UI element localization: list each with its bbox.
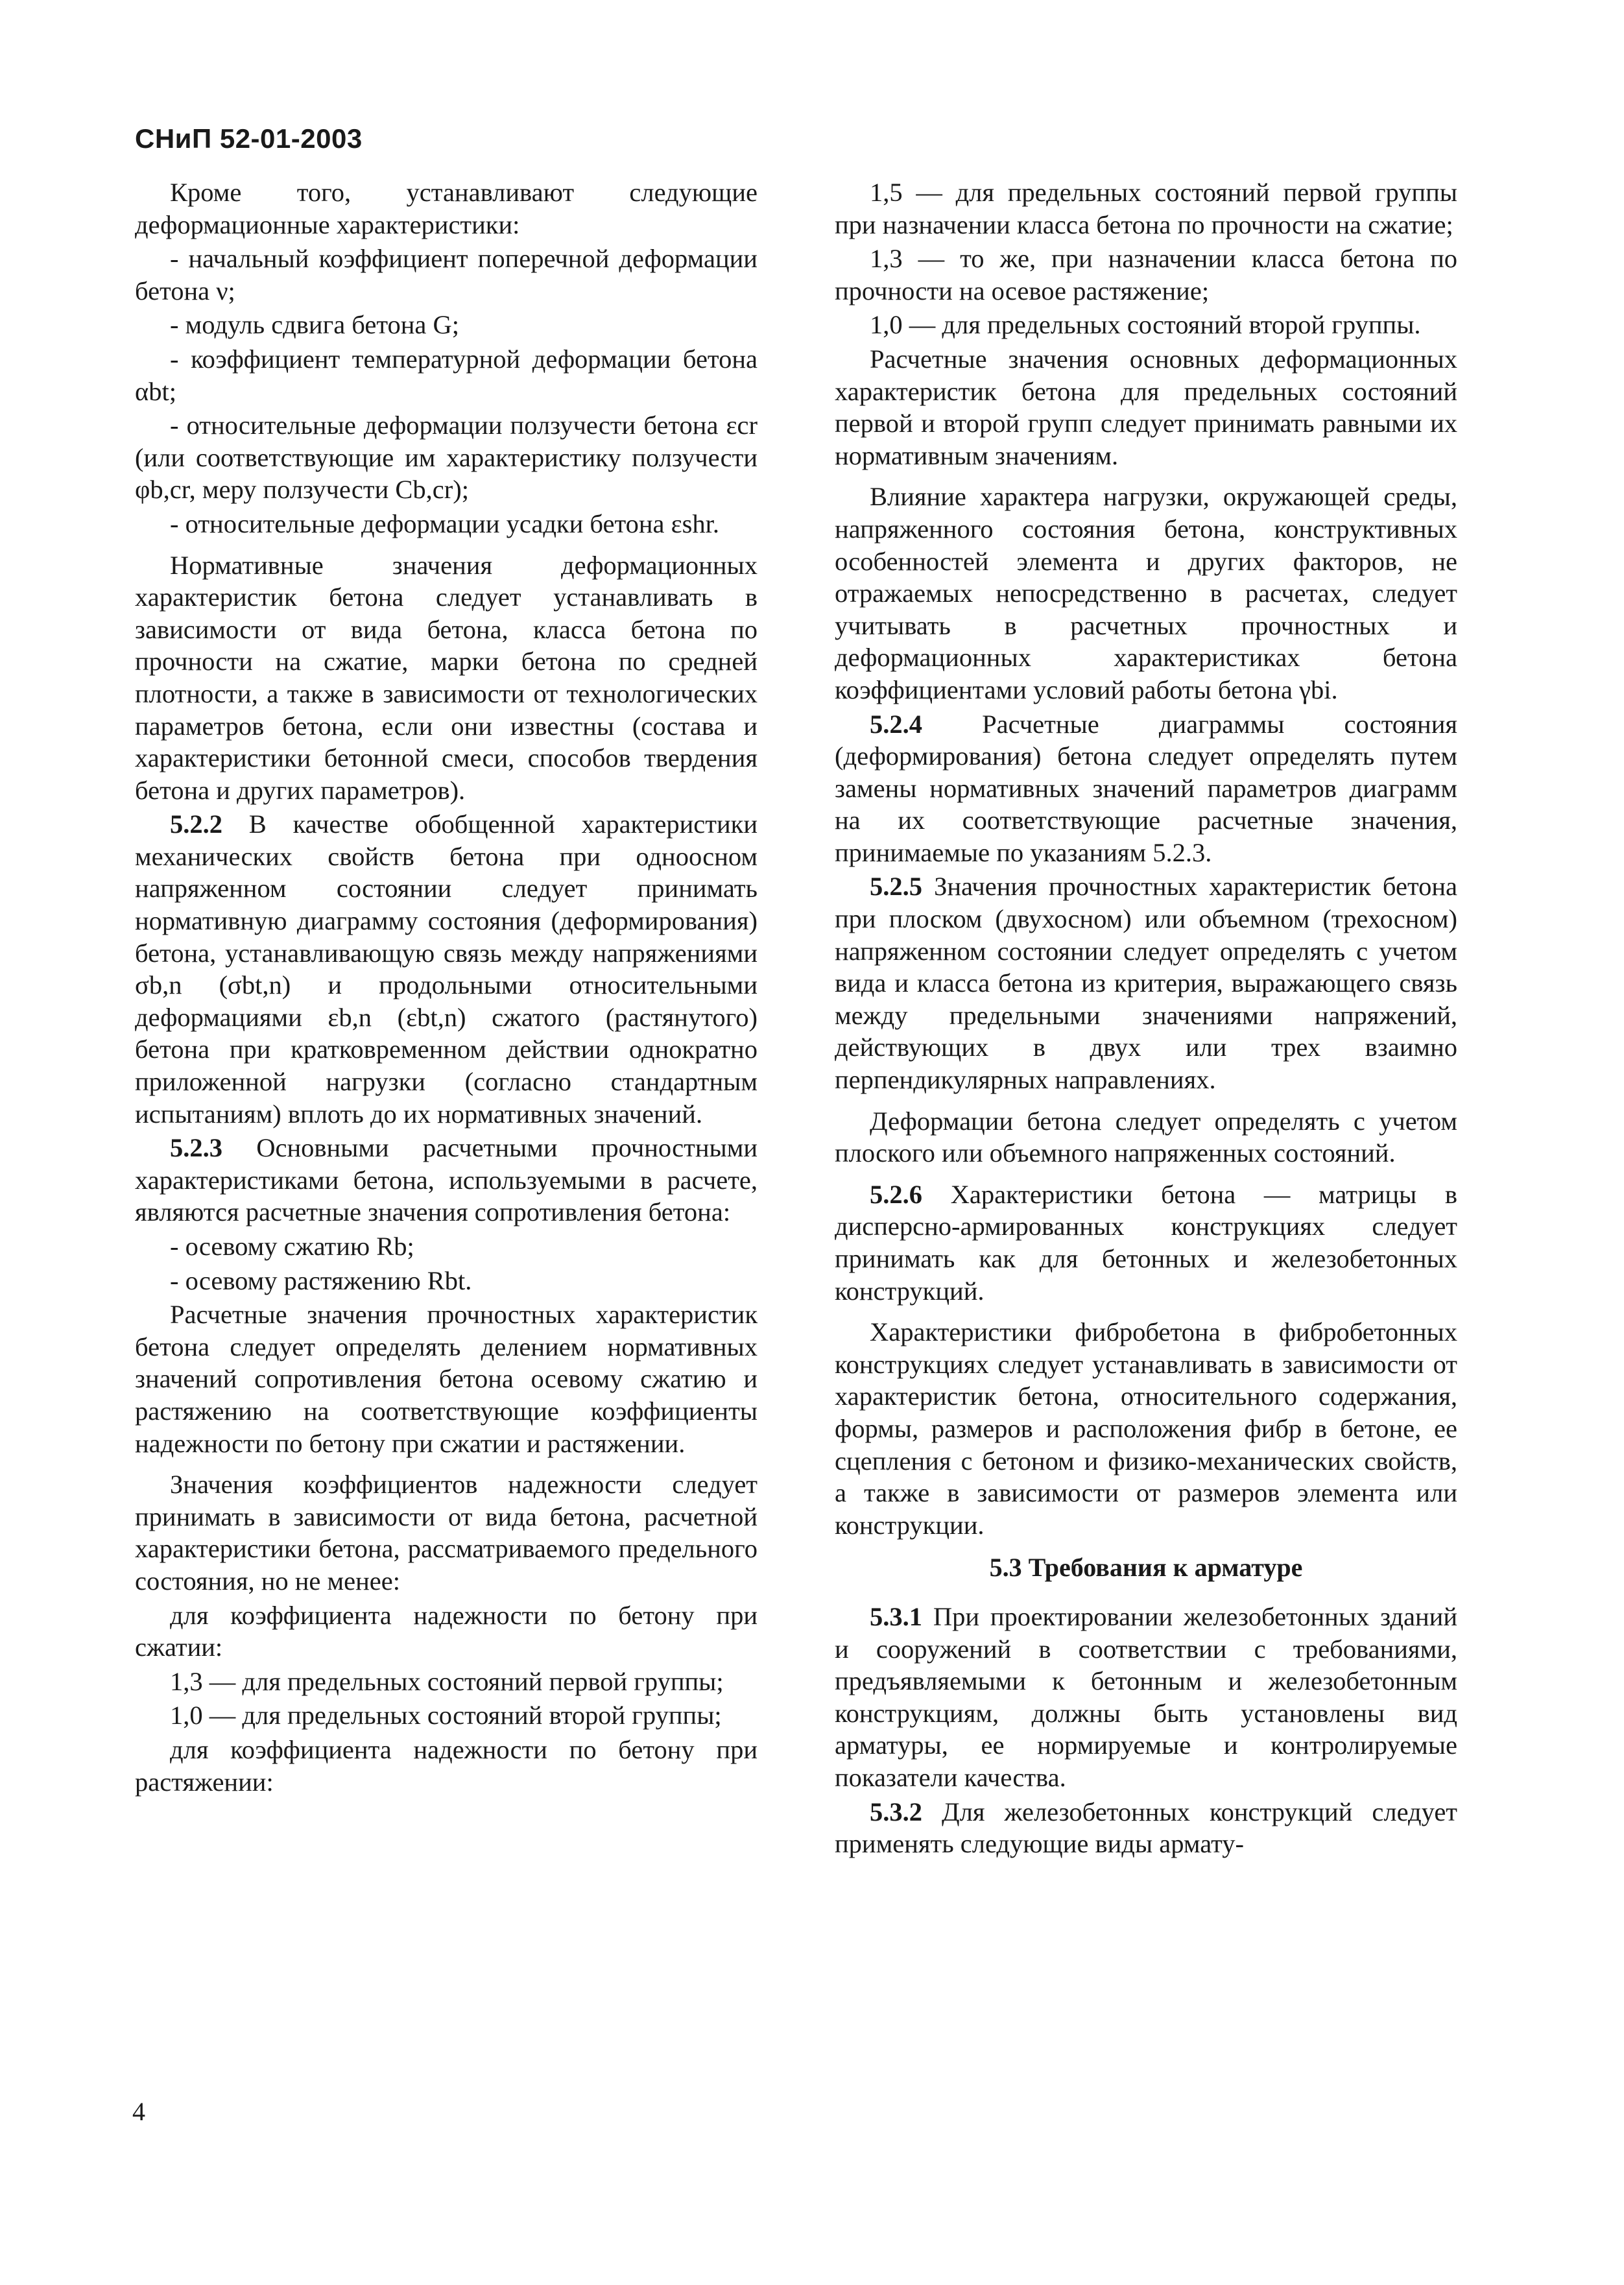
clause-5-2-5 <box>835 870 1457 1095</box>
clause-text: Характеристики бетона — матрицы в дисперсно-армированных конструкциях следует принимать как для бетонных и железобетонных конструкций. <box>835 1179 1457 1306</box>
paragraph: Деформации бетона следует определять с учетом плоского или объемного напряженных состояний. <box>835 1106 1457 1168</box>
clause-text: В качестве обобщенной характеристики механических свойств бетона при одноосном напряженном состоянии следует принимать нормативную диаграмму состояния (деформирования) бетона, устанавливающую связь между напряжениями σb,n (σbt,n) и продольными относительными деформациями εb,n (εbt,n) сжатого (растянутого) бетона при кратковременном действии однократно приложенной нагрузки (согласно стандартным испытаниям) вплоть до их нормативных значений. <box>135 809 758 1129</box>
paragraph: 1,0 — для предельных состояний второй группы. <box>870 310 1421 340</box>
clause-text: При проектировании железобетонных зданий и сооружений в соответствии с требованиями, предъявляемыми к бетонным и железобетонным конструкциям, должны быть установлены вид арматуры, ее нормируемые и контролируемые показатели качества. <box>835 1601 1457 1792</box>
clause-number: 5.3.1 <box>870 1601 922 1631</box>
paragraph: Значения коэффициентов надежности следует принимать в зависимости от вида бетона, расчетной характеристики бетона, рассматриваемого предельного состояния, но не менее: <box>135 1470 758 1596</box>
clause-text: Для железобетонных конструкций следует применять следующие виды армату- <box>835 1797 1458 1859</box>
paragraph: Нормативные значения деформационных характеристик бетона следует устанавливать в зависимости от вида бетона, класса бетона по прочности на сжатие, марки бетона по средней плотности, а также в зависимости от технологических параметров бетона, если они известны (состава и характеристики бетонной смеси, способов твердения бетона и других параметров). <box>135 550 758 805</box>
clause-5-2-3 <box>135 1132 758 1228</box>
clause-number: 5.3.2 <box>870 1797 922 1826</box>
paragraph: 1,3 — для предельных состояний первой группы; <box>170 1666 724 1696</box>
paragraph: для коэффициента надежности по бетону при растяжении: <box>135 1734 758 1797</box>
clause-number: 5.2.4 <box>870 709 922 739</box>
paragraph: 1,5 — для предельных состояний первой группы при назначении класса бетона по прочности на сжатие; <box>835 178 1457 239</box>
paragraph: 1,3 — то же, при назначении класса бетона по прочности на осевое растяжение; <box>835 244 1457 305</box>
clause-5-2-2 <box>135 808 758 1130</box>
document-code: СНиП 52-01-2003 <box>135 123 363 154</box>
left-column <box>135 176 758 1800</box>
list-item: - начальный коэффициент поперечной деформации бетона ν; <box>135 244 758 305</box>
paragraph: Кроме того, устанавливают следующие деформационные характеристики: <box>135 178 758 239</box>
clause-text: Значения прочностных характеристик бетона при плоском (двухосном) или объемном (трехосном) напряженном состоянии следует определять с учетом вида и класса бетона из критерия, выражающего связь между предельными значениями напряжений, действующих в двух или трех взаимно перпендикулярных направлениях. <box>835 872 1458 1095</box>
list-item: - модуль сдвига бетона G; <box>170 310 460 340</box>
clause-5-3-1 <box>835 1601 1457 1794</box>
clause-number: 5.2.2 <box>170 809 222 839</box>
section-heading: 5.3 Требования к арматуре <box>989 1553 1303 1583</box>
clause-text: Основными расчетными прочностными характеристиками бетона, используемыми в расчете, являются расчетные значения сопротивления бетона: <box>135 1133 758 1227</box>
right-column <box>835 176 1457 1862</box>
paragraph: 1,0 — для предельных состояний второй группы; <box>170 1701 722 1730</box>
clause-5-2-6 <box>835 1178 1457 1307</box>
page-number: 4 <box>132 2097 145 2126</box>
clause-5-2-4 <box>835 708 1457 869</box>
clause-number: 5.2.3 <box>170 1133 222 1163</box>
paragraph: для коэффициента надежности по бетону при сжатии: <box>135 1600 758 1662</box>
clause-number: 5.2.5 <box>870 872 922 902</box>
list-item: - осевому растяжению Rbt. <box>170 1265 472 1295</box>
list-item: - относительные деформации усадки бетона εshr. <box>170 508 720 538</box>
list-item: - относительные деформации ползучести бетона εcr (или соответствующие им характеристику ползучести φb,cr, меру ползучести Cb,cr); <box>135 411 758 505</box>
list-item: - осевому сжатию Rb; <box>170 1232 414 1261</box>
paragraph: Расчетные значения прочностных характеристик бетона следует определять делением нормативных значений сопротивления бетона осевому сжатию и растяжению на соответствующие коэффициенты надежности по бетону при сжатии и растяжении. <box>135 1300 758 1458</box>
paragraph: Характеристики фибробетона в фибробетонных конструкциях следует устанавливать в зависимости от характеристик бетона, относительного содержания, формы, размеров и расположения фибр в бетоне, ее сцепления с бетоном и физико-механических свойств, а также в зависимости от размеров элемента или конструкции. <box>835 1317 1457 1540</box>
clause-5-3-2 <box>835 1796 1457 1860</box>
clause-number: 5.2.6 <box>870 1179 922 1209</box>
paragraph: Расчетные значения основных деформационных характеристик бетона для предельных состояний первой и второй групп следует принимать равными их нормативным значениям. <box>835 344 1457 470</box>
paragraph: Влияние характера нагрузки, окружающей среды, напряженного состояния бетона, конструктивных особенностей элемента и других факторов, не отражаемых непосредственно в расчетах, следует учитывать в расчетных прочностных и деформационных характеристиках бетона коэффициентами условий работы бетона γbi. <box>835 482 1457 704</box>
clause-text: Расчетные диаграммы состояния (деформирования) бетона следует определять путем замены нормативных значений параметров диаграмм на их соответствующие расчетные значения, принимаемые по указаниям 5.2.3. <box>835 709 1458 867</box>
list-item: - коэффициент температурной деформации бетона αbt; <box>135 344 758 406</box>
